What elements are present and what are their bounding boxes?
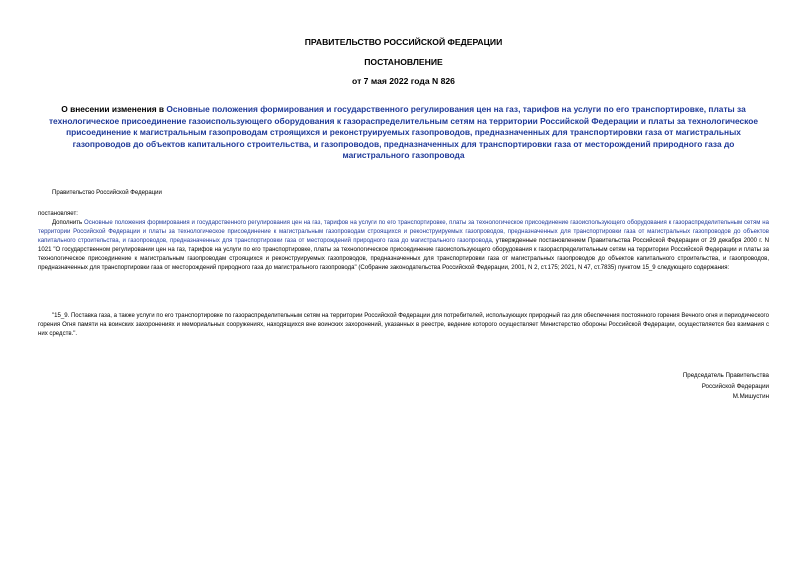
signature-name: М.Мишустин: [732, 393, 769, 400]
government-header: ПРАВИТЕЛЬСТВО РОССИЙСКОЙ ФЕДЕРАЦИИ: [304, 37, 503, 47]
title-link[interactable]: Основные положения формирования и государственного регулирования цен на газ, тарифов на услуги по его транспортировке, платы за технологическое присоединение газоиспользующего оборудования к газораспределительным сетям на территории Российской Федерации и платы за технологическое присоединение к магистральным газопроводам строящихся и реконструируемых газопроводов, предназначенных для транспортировки газа от магистральных газопроводов до объектов капитального строительства, и газопроводов, предназначенных для транспортировки газа от месторождений природного газа до магистрального газопровода: [48, 104, 759, 161]
title-prefix: О внесении изменения в: [61, 104, 167, 114]
p1-prefix: Дополнить: [52, 220, 85, 226]
document-title: [40, 104, 767, 162]
signature-line-2: Российской Федерации: [701, 382, 769, 390]
paragraph-2: "15_9. Поставка газа, а также услуги по его транспортировке по газораспределительным сетям на территории Российской Федерации для потребителей, использующих природный газ для обеспечения постоянного горения Вечного огня и периодического горения Огня памяти на воинских захоронениях и мемориальных сооружениях, находящихся вне воинских захоронений, указанных в реестре, ведение которого осуществляет Министерство обороны Российской Федерации, осуществляется без взимания с них средств.".: [38, 313, 769, 338]
government-line: Правительство Российской Федерации: [52, 190, 162, 196]
document-date: от 7 мая 2022 года N 826: [352, 76, 455, 86]
p1-link[interactable]: Основные положения формирования и государственного регулирования цен на газ, тарифов на услуги по его транспортировке, платы за технологическое присоединение газоиспользующего оборудования к газораспределительным сетям на территории Российской Федерации и платы за технологическое присоединение к магистральным газопроводам строящихся и реконструируемых газопроводов, предназначенных для транспортировки газа от магистральных газопроводов до объектов капитального строительства, и газопроводов, предназначенных для транспортировки газа от месторождений природного газа до магистрального газопровода: [38, 220, 769, 245]
document-type: ПОСТАНОВЛЕНИЕ: [364, 57, 443, 67]
resolves-line: постановляет:: [38, 211, 78, 217]
signature-line-1: Председатель Правительства: [682, 372, 769, 379]
signature-block: [569, 371, 769, 403]
p1-mid: , утвержденные постановлением Правительства Российской Федерации от 29 декабря 2000 г. N 1021 "О государственном регулировании цен на газ, тарифов на услуги по его транспортировке, платы за технологическое присоединение газоиспользующего оборудования к газораспределительным сетям на территории Российской Федерации и платы за технологическое присоединение к магистральным газопроводам строящихся и реконструируемых газопроводов, предназначенных для транспортировки газа от магистральных газопроводов до объектов капитального строительства, и газопроводов, предназначенных для транспортировки газа от месторождений природного газа до магистрального газопровода": [38, 238, 769, 272]
paragraph-1: [38, 219, 769, 273]
p1-suffix: (Собрание законодательства Российской Федерации, 2001, N 2, ст.175; 2021, N 47, ст.7835) пунктом 15_9 следующего содержания:: [356, 265, 730, 272]
